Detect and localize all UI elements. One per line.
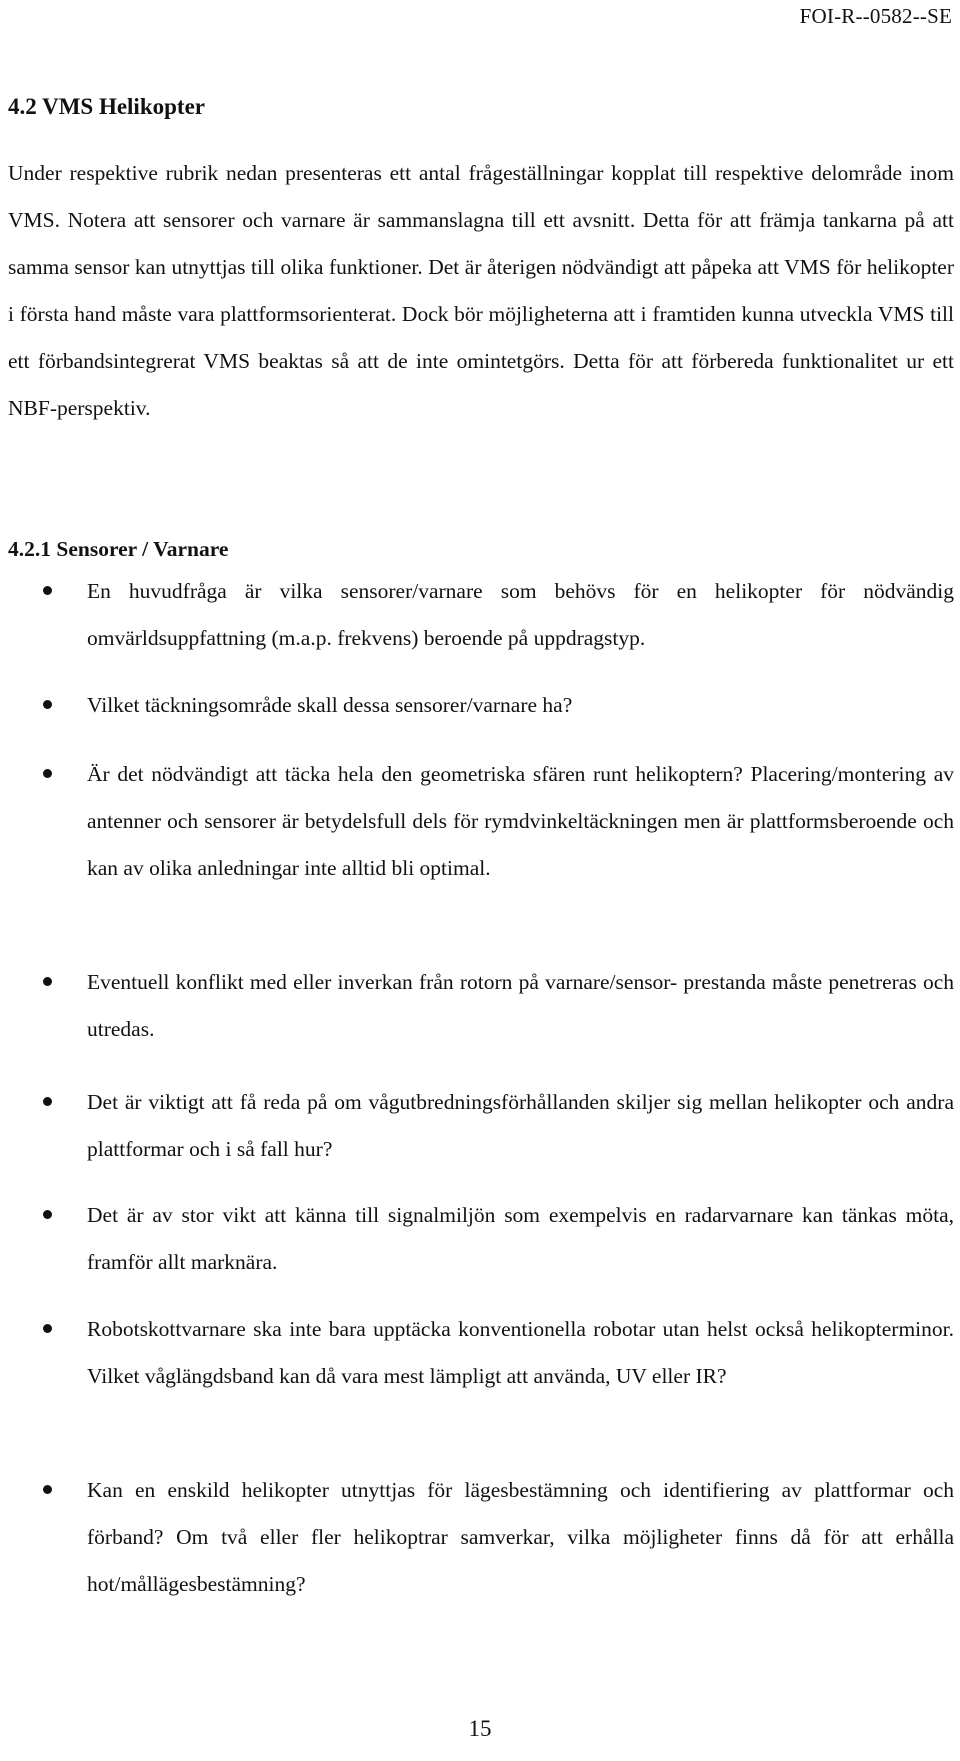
- list-item-text: Vilket täckningsområde skall dessa sensorer/varnare ha?: [87, 693, 573, 717]
- list-item-text: Eventuell konflikt med eller inverkan från rotorn på varnare/sensor- prestanda måste penetreras och utredas.: [87, 970, 954, 1041]
- list-item-text: Det är viktigt att få reda på om vågutbredningsförhållanden skiljer sig mellan helikopter och andra plattformar och i så fall hur?: [87, 1090, 954, 1161]
- bullet-dot-icon: [43, 586, 52, 595]
- section-heading: 4.2 VMS Helikopter: [8, 94, 205, 119]
- bullet-dot-icon: [43, 977, 52, 986]
- list-item-text: Robotskottvarnare ska inte bara upptäcka konventionella robotar utan helst också helikopterminor. Vilket våglängdsband kan då vara mest lämpligt att använda, UV eller IR?: [87, 1317, 954, 1388]
- bullet-dot-icon: [43, 1324, 52, 1333]
- list-item-text: En huvudfråga är vilka sensorer/varnare som behövs för en helikopter för nödvändig omvärldsuppfattning (m.a.p. frekvens) beroende på uppdragstyp.: [87, 579, 954, 650]
- subsection-heading: 4.2.1 Sensorer / Varnare: [8, 537, 229, 561]
- bullet-dot-icon: [43, 1210, 52, 1219]
- page-number: 15: [468, 1716, 492, 1741]
- list-item-text: Är det nödvändigt att täcka hela den geometriska sfären runt helikoptern? Placering/montering av antenner och sensorer är betydelsfull dels för rymdvinkeltäckningen men är plattformsberoende och kan av olika anledningar inte alltid bli optimal.: [87, 762, 954, 880]
- bullet-dot-icon: [43, 1097, 52, 1106]
- intro-paragraph: Under respektive rubrik nedan presenteras ett antal frågeställningar kopplat till respektive delområde inom VMS. Notera att sensorer och varnare är sammanslagna till ett avsnitt. Detta för att främja tankarna på att samma sensor kan utnyttjas till olika funktioner. Det är återigen nödvändigt att påpeka att VMS för helikopter i första hand måste vara plattformsorienterat. Dock bör möjligheterna att i framtiden kunna utveckla VMS till ett förbandsintegrerat VMS beaktas så att de inte omintetgörs. Detta för att förbereda funktionalitet ur ett NBF-perspektiv.: [8, 161, 954, 420]
- bullet-dot-icon: [43, 1485, 52, 1494]
- list-item-text: Det är av stor vikt att känna till signalmiljön som exempelvis en radarvarnare kan tänkas möta, framför allt marknära.: [87, 1203, 954, 1274]
- list-item-text: Kan en enskild helikopter utnyttjas för lägesbestämning och identifiering av plattformar och förband? Om två eller fler helikoptrar samverkar, vilka möjligheter finns då för att erhålla hot/mållägesbestämning?: [87, 1478, 954, 1596]
- bullet-dot-icon: [43, 700, 52, 709]
- bullet-dot-icon: [43, 769, 52, 778]
- document-id: FOI-R--0582--SE: [799, 4, 952, 28]
